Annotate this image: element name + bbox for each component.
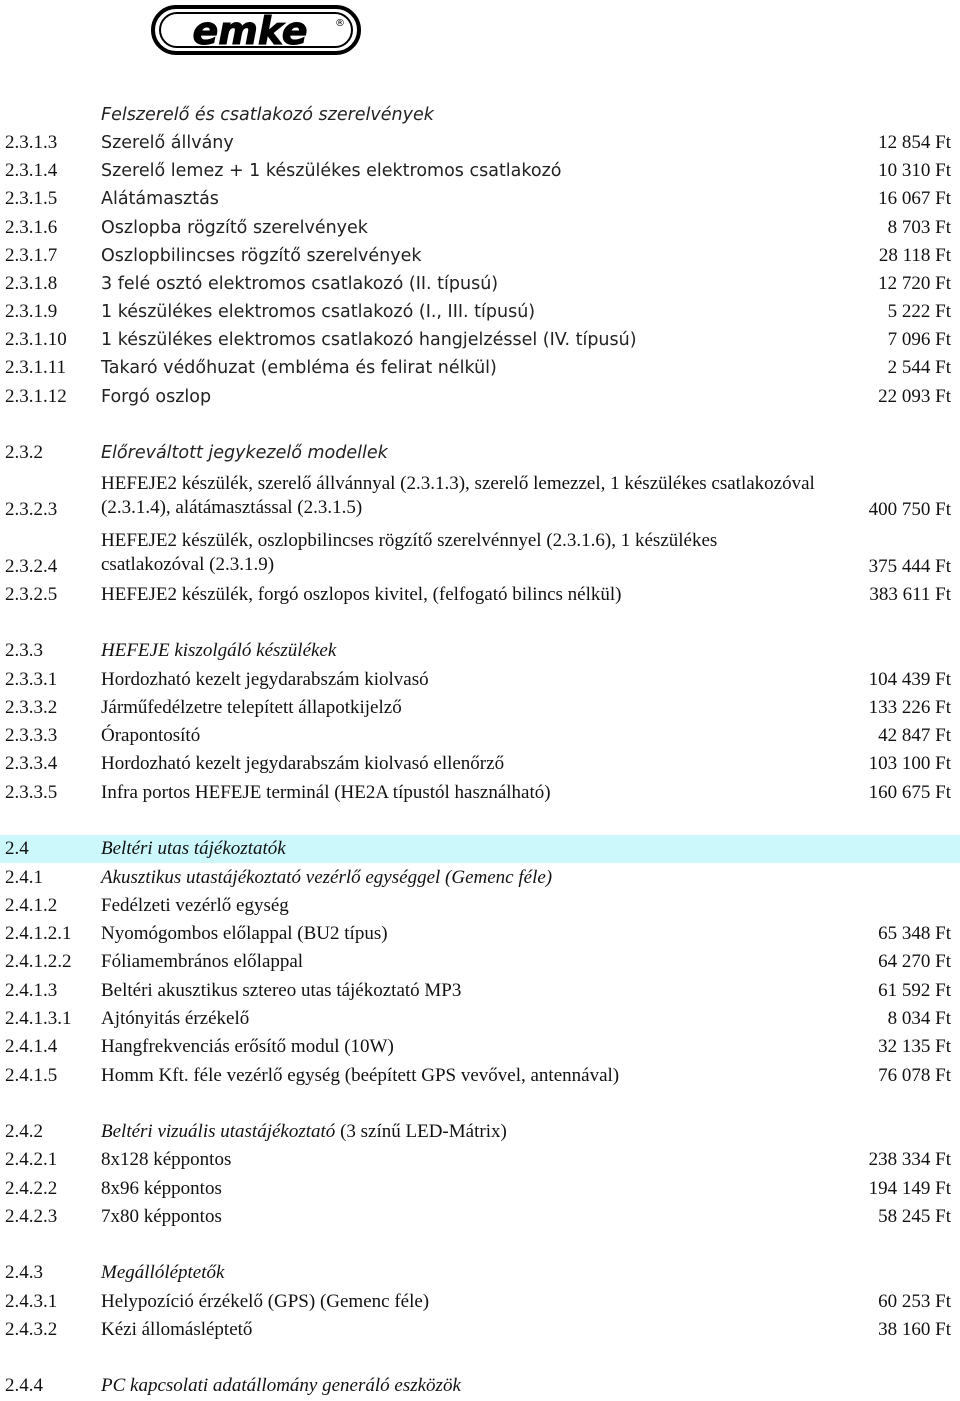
- item-description: 8x96 képpontos: [101, 1178, 222, 1199]
- item-price: 12 720 Ft: [878, 273, 951, 294]
- item-description: Szerelő állvány: [101, 133, 234, 153]
- price-row: [0, 1005, 960, 1033]
- item-code: 2.3.3.1: [5, 669, 58, 690]
- item-price: 8 034 Ft: [887, 1008, 951, 1029]
- item-price: 22 093 Ft: [878, 386, 951, 407]
- item-description: Oszlopbilincses rögzítő szerelvények: [101, 246, 422, 266]
- section-heading-row: [0, 637, 960, 665]
- item-description: Helypozíció érzékelő (GPS) (Gemenc féle): [101, 1291, 430, 1312]
- item-code: 2.4.1.3.1: [5, 1008, 72, 1029]
- item-code: 2.3.1.3: [5, 132, 58, 153]
- price-row: [0, 581, 960, 609]
- item-description: Órapontosító: [101, 725, 201, 746]
- item-description: Szerelő lemez + 1 készülékes elektromos csatlakozó: [101, 161, 562, 181]
- price-row: [0, 242, 960, 270]
- item-code: 2.4.1.5: [5, 1065, 58, 1086]
- item-price: 238 334 Ft: [868, 1149, 951, 1170]
- item-price: 10 310 Ft: [878, 160, 951, 181]
- item-code: 2.3.1.7: [5, 245, 58, 266]
- item-code: 2.4.2.2: [5, 1178, 58, 1199]
- item-code: 2.3.2.4: [5, 556, 58, 577]
- price-row: [0, 750, 960, 778]
- item-code: 2.3.3.4: [5, 753, 58, 774]
- item-description: 3 felé osztó elektromos csatlakozó (II. típusú): [101, 274, 499, 294]
- section-title: Beltéri utas tájékoztatók: [101, 838, 286, 859]
- item-description: Kézi állomásléptető: [101, 1319, 253, 1340]
- item-code: 2.4.1.3: [5, 980, 58, 1001]
- section-heading-row: [0, 1372, 960, 1400]
- item-price: 133 226 Ft: [868, 697, 951, 718]
- item-code: 2.3.3.2: [5, 697, 58, 718]
- item-description: 1 készülékes elektromos csatlakozó hangjelzéssel (IV. típusú): [101, 330, 637, 350]
- section-code: 2.3.3: [5, 640, 43, 661]
- item-description: HEFEJE2 készülék, oszlopbilincses rögzítő szerelvénnyel (2.3.1.6), 1 készülékes csatlakozóval (2.3.1.9): [101, 530, 718, 575]
- price-row: [0, 1288, 960, 1316]
- price-row: [0, 1033, 960, 1061]
- item-code: 2.3.1.8: [5, 273, 58, 294]
- item-price: 65 348 Ft: [878, 923, 951, 944]
- section-code: 2.4: [5, 838, 29, 859]
- highlighted-section-row: [0, 835, 960, 863]
- item-price: 38 160 Ft: [878, 1319, 951, 1340]
- item-description: Homm Kft. féle vezérlő egység (beépített GPS vevővel, antennával): [101, 1065, 620, 1086]
- section-code: 2.4.1: [5, 867, 43, 888]
- item-price: 61 592 Ft: [878, 980, 951, 1001]
- item-price: 76 078 Ft: [878, 1065, 951, 1086]
- section-heading-row: [0, 101, 960, 129]
- price-row: [0, 694, 960, 722]
- price-row: [0, 722, 960, 750]
- section-title: Akusztikus utastájékoztató vezérlő egységgel (Gemenc féle): [101, 867, 553, 888]
- price-row: [0, 1146, 960, 1174]
- item-code: 2.4.3.2: [5, 1319, 58, 1340]
- item-price: 194 149 Ft: [868, 1178, 951, 1199]
- section-code: 2.4.2: [5, 1121, 43, 1142]
- item-price: 8 703 Ft: [887, 217, 951, 238]
- item-price: 104 439 Ft: [868, 669, 951, 690]
- price-row: [0, 298, 960, 326]
- price-row: [0, 1175, 960, 1203]
- section-code: 2.4.4: [5, 1375, 43, 1396]
- emke-logo: [150, 4, 362, 56]
- item-description: 8x128 képpontos: [101, 1149, 232, 1170]
- price-row: [0, 354, 960, 382]
- item-price: 42 847 Ft: [878, 725, 951, 746]
- item-price: 60 253 Ft: [878, 1291, 951, 1312]
- price-row: [0, 529, 960, 581]
- item-code: 2.3.1.4: [5, 160, 58, 181]
- item-description: Ajtónyitás érzékelő: [101, 1008, 250, 1029]
- item-code: 2.3.2.3: [5, 499, 58, 520]
- price-row: [0, 472, 960, 524]
- item-description: Járműfedélzetre telepített állapotkijelző: [101, 697, 402, 718]
- item-description: HEFEJE2 készülék, szerelő állvánnyal (2.3.1.3), szerelő lemezzel, 1 készülékes csatlakozóval (2.3.1.4), alátámasztással (2.3.1.5): [101, 473, 815, 518]
- item-code: 2.3.1.9: [5, 301, 58, 322]
- item-code: 2.4.1.2.1: [5, 923, 72, 944]
- price-row: [0, 977, 960, 1005]
- item-code: 2.3.2.5: [5, 584, 58, 605]
- section-heading-row: [0, 1259, 960, 1287]
- item-description: Nyomógombos előlappal (BU2 típus): [101, 923, 388, 944]
- price-row: [0, 185, 960, 213]
- item-description: 7x80 képpontos: [101, 1206, 222, 1227]
- price-row: [0, 383, 960, 411]
- section-title-italic: Beltéri vizuális utastájékoztató: [101, 1121, 336, 1142]
- item-code: 2.4.1.2.2: [5, 951, 72, 972]
- item-code: 2.3.3.3: [5, 725, 58, 746]
- section-code: 2.4.3: [5, 1262, 43, 1283]
- item-price: 16 067 Ft: [878, 188, 951, 209]
- item-code: 2.4.2.1: [5, 1149, 58, 1170]
- item-description: Hangfrekvenciás erősítő modul (10W): [101, 1036, 394, 1057]
- section-title: PC kapcsolati adatállomány generáló eszközök: [101, 1375, 461, 1396]
- registered-mark: ®: [335, 18, 345, 29]
- item-description: Oszlopba rögzítő szerelvények: [101, 218, 368, 238]
- section-title: HEFEJE kiszolgáló készülékek: [101, 640, 337, 661]
- item-description: Infra portos HEFEJE terminál (HE2A típustól használható): [101, 782, 551, 803]
- price-row: [0, 270, 960, 298]
- item-code: 2.4.1.4: [5, 1036, 58, 1057]
- item-code: 2.4.1.2: [5, 895, 58, 916]
- section-code: 2.3.2: [5, 442, 43, 463]
- section-title-rest: (3 színű LED-Mátrix): [335, 1121, 507, 1142]
- item-code: 2.3.1.10: [5, 329, 67, 350]
- item-code: 2.3.1.5: [5, 188, 58, 209]
- item-price: 64 270 Ft: [878, 951, 951, 972]
- item-price: 28 118 Ft: [878, 245, 951, 266]
- item-price: 58 245 Ft: [878, 1206, 951, 1227]
- item-price: 7 096 Ft: [887, 329, 951, 350]
- item-code: 2.4.3.1: [5, 1291, 58, 1312]
- item-description: Hordozható kezelt jegydarabszám kiolvasó: [101, 669, 429, 690]
- section-title: Megállóléptetők: [101, 1262, 225, 1283]
- subsection-row: [0, 892, 960, 920]
- logo-text: emke: [192, 9, 308, 53]
- item-code: 2.3.1.12: [5, 386, 67, 407]
- item-description: Alátámasztás: [101, 189, 219, 209]
- item-description: Fedélzeti vezérlő egység: [101, 895, 289, 916]
- price-row: [0, 666, 960, 694]
- price-row: [0, 1203, 960, 1231]
- item-price: 383 611 Ft: [869, 584, 951, 605]
- item-description: HEFEJE2 készülék, forgó oszlopos kivitel, (felfogató bilincs nélkül): [101, 584, 622, 605]
- section-heading-row: [0, 439, 960, 467]
- item-description: Hordozható kezelt jegydarabszám kiolvasó ellenőrző: [101, 753, 505, 774]
- item-price: 400 750 Ft: [868, 499, 951, 520]
- section-title: Előreváltott jegykezelő modellek: [101, 443, 388, 463]
- section-heading-row: [0, 864, 960, 892]
- price-row: [0, 129, 960, 157]
- item-description: Takaró védőhuzat (embléma és felirat nélkül): [101, 358, 497, 378]
- price-row: [0, 157, 960, 185]
- item-code: 2.3.1.6: [5, 217, 58, 238]
- item-price: 5 222 Ft: [887, 301, 951, 322]
- section-title: Felszerelő és csatlakozó szerelvények: [101, 105, 434, 125]
- price-row: [0, 326, 960, 354]
- price-row: [0, 214, 960, 242]
- section-title: [101, 1118, 507, 1146]
- item-description: 1 készülékes elektromos csatlakozó (I., III. típusú): [101, 302, 536, 322]
- item-description: Forgó oszlop: [101, 387, 212, 407]
- item-code: 2.3.3.5: [5, 782, 58, 803]
- price-row: [0, 1316, 960, 1344]
- item-price: 2 544 Ft: [887, 357, 951, 378]
- item-price: 375 444 Ft: [868, 556, 951, 577]
- item-price: 160 675 Ft: [868, 782, 951, 803]
- price-row: [0, 1062, 960, 1090]
- price-row: [0, 948, 960, 976]
- item-price: 103 100 Ft: [868, 753, 951, 774]
- item-description: Beltéri akusztikus sztereo utas tájékoztató MP3: [101, 980, 462, 1001]
- item-code: 2.4.2.3: [5, 1206, 58, 1227]
- item-price: 12 854 Ft: [878, 132, 951, 153]
- item-code: 2.3.1.11: [5, 357, 67, 378]
- item-description: Fóliamembrános előlappal: [101, 951, 304, 972]
- price-row: [0, 779, 960, 807]
- price-row: [0, 920, 960, 948]
- item-price: 32 135 Ft: [878, 1036, 951, 1057]
- section-heading-row: [0, 1118, 960, 1146]
